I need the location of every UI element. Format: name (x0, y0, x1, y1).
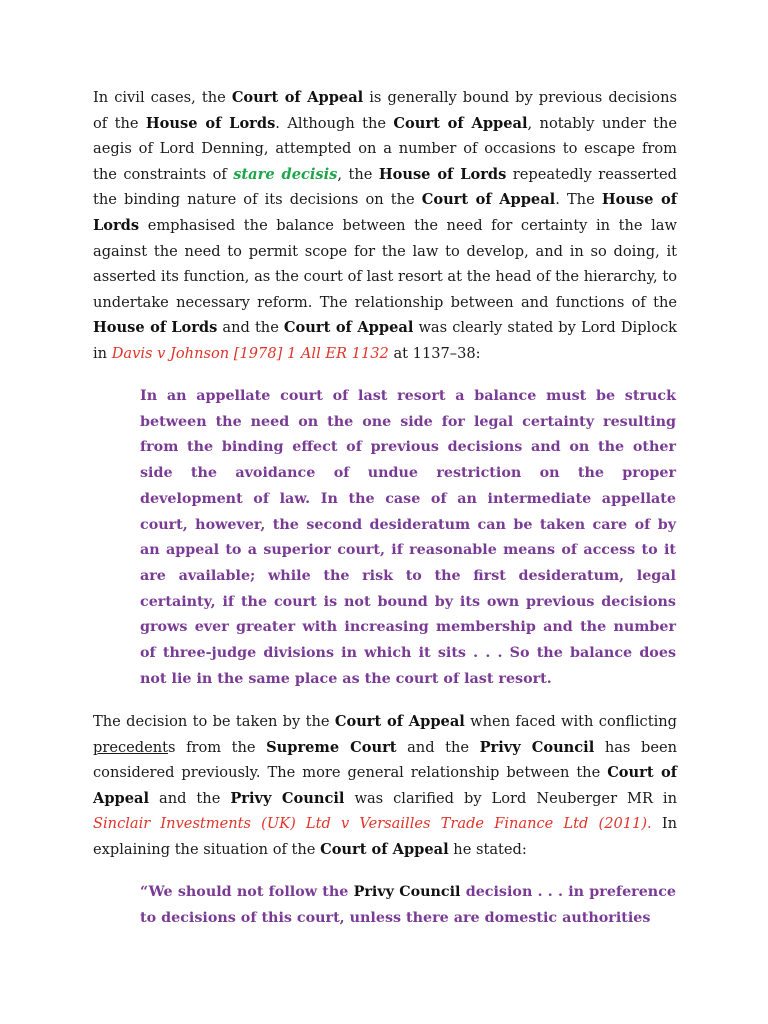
term-house-of-lords: House of Lords (378, 165, 507, 183)
text-run: s (168, 738, 176, 756)
text-run: has been considered previously. The more general relationship between the (93, 738, 677, 782)
text-run: In civil cases, the (93, 89, 232, 106)
text-run: was clarified by Lord Neuberger MR in (344, 789, 678, 807)
text-run: emphasised the balance between the need for certainty in the law against the need to permit scope for the law to develop, and in so doing, it asserted its function, as the court of last resort at the head of the hierarchy, to undertake necessary reform. The relationship between and functions of the (93, 216, 677, 311)
blockquote-lord-diplock: In an appellate court of last resort a balance must be struck between the need on the one side for legal certainty resulting from the binding effect of previous decisions and on the other side the avoidance of undue restriction on the proper development of law. In the case of an intermediate appellate court, however, the second desideratum can be taken care of by an appeal to a superior court, if reasonable means of access to it are available; while the risk to the first desideratum, legal certainty, if the court is not bound by its own previous decisions grows ever greater with increasing membership and the number of three-judge divisions in which it sits . . . So the balance does not lie in the same place as the court of last resort. (140, 388, 676, 687)
text-run: is generally bound by previous decisions of the (93, 89, 677, 132)
paragraph-decision (93, 709, 677, 863)
term-court-of-appeal: Court of Appeal (320, 840, 449, 858)
text-run: and the (396, 738, 480, 756)
text-run: The decision to be taken by the (93, 713, 335, 730)
text-run: was clearly stated by Lord Diplock in (93, 319, 678, 362)
text-run: when faced with conflicting (464, 713, 677, 730)
paragraph-civil-cases (93, 85, 677, 367)
text-run: . Although the (275, 114, 394, 132)
text-run: he stated: (448, 840, 527, 858)
term-house-of-lords: Lords (171, 319, 218, 337)
term-court-of-appeal: Appeal (93, 789, 150, 807)
blockquote-lord-neuberger (140, 880, 676, 931)
term-house-of-lords: House of (93, 319, 167, 337)
term-house-of-lords: House of Lords (93, 191, 677, 234)
case-citation-sinclair-investments: Sinclair Investments (UK) Ltd v Versailles Trade Finance Ltd (2011). (93, 815, 652, 833)
term-privy-council: Privy Council (353, 884, 461, 900)
text-run: , the (337, 165, 379, 183)
text-run: decision . . . in preference to decisions of this court, unless there are domestic authorities (140, 884, 676, 926)
text-run: . The (555, 191, 602, 209)
term-court-of-appeal: Court of (607, 764, 677, 782)
text-run: and the (149, 789, 231, 807)
term-court-of-appeal: Court of Appeal (393, 114, 528, 132)
term-privy-council: Privy Council (230, 789, 345, 807)
term-court-of-appeal: Court of Appeal (231, 89, 364, 106)
text-run: , notably under the aegis of Lord Denning, attempted on a number of occasions to escape from the constraints of (93, 114, 677, 183)
term-court-of-appeal: Court of Appeal (283, 319, 414, 337)
term-supreme-court: Supreme Court (266, 738, 397, 756)
text-run: “We should not follow the (140, 884, 354, 900)
term-court-of-appeal: Court of Appeal (421, 191, 556, 209)
term-stare-decisis: stare decisis (233, 165, 338, 183)
text-run: repeatedly reasserted the binding nature of its decisions on the (93, 165, 677, 209)
case-citation-davis-v-johnson: Davis v Johnson [1978] 1 All ER 1132 (111, 344, 389, 362)
text-run: at 1137–38: (388, 344, 481, 362)
text-run: from the (175, 738, 267, 756)
term-privy-council: Privy Council (479, 738, 595, 756)
term-precedent-underlined: precedent (93, 738, 169, 756)
term-court-of-appeal: Court of Appeal (334, 713, 465, 730)
text-run: and the (217, 319, 284, 337)
term-house-of-lords: House of Lords (145, 114, 276, 132)
text-run: In explaining the situation of the (93, 815, 677, 858)
